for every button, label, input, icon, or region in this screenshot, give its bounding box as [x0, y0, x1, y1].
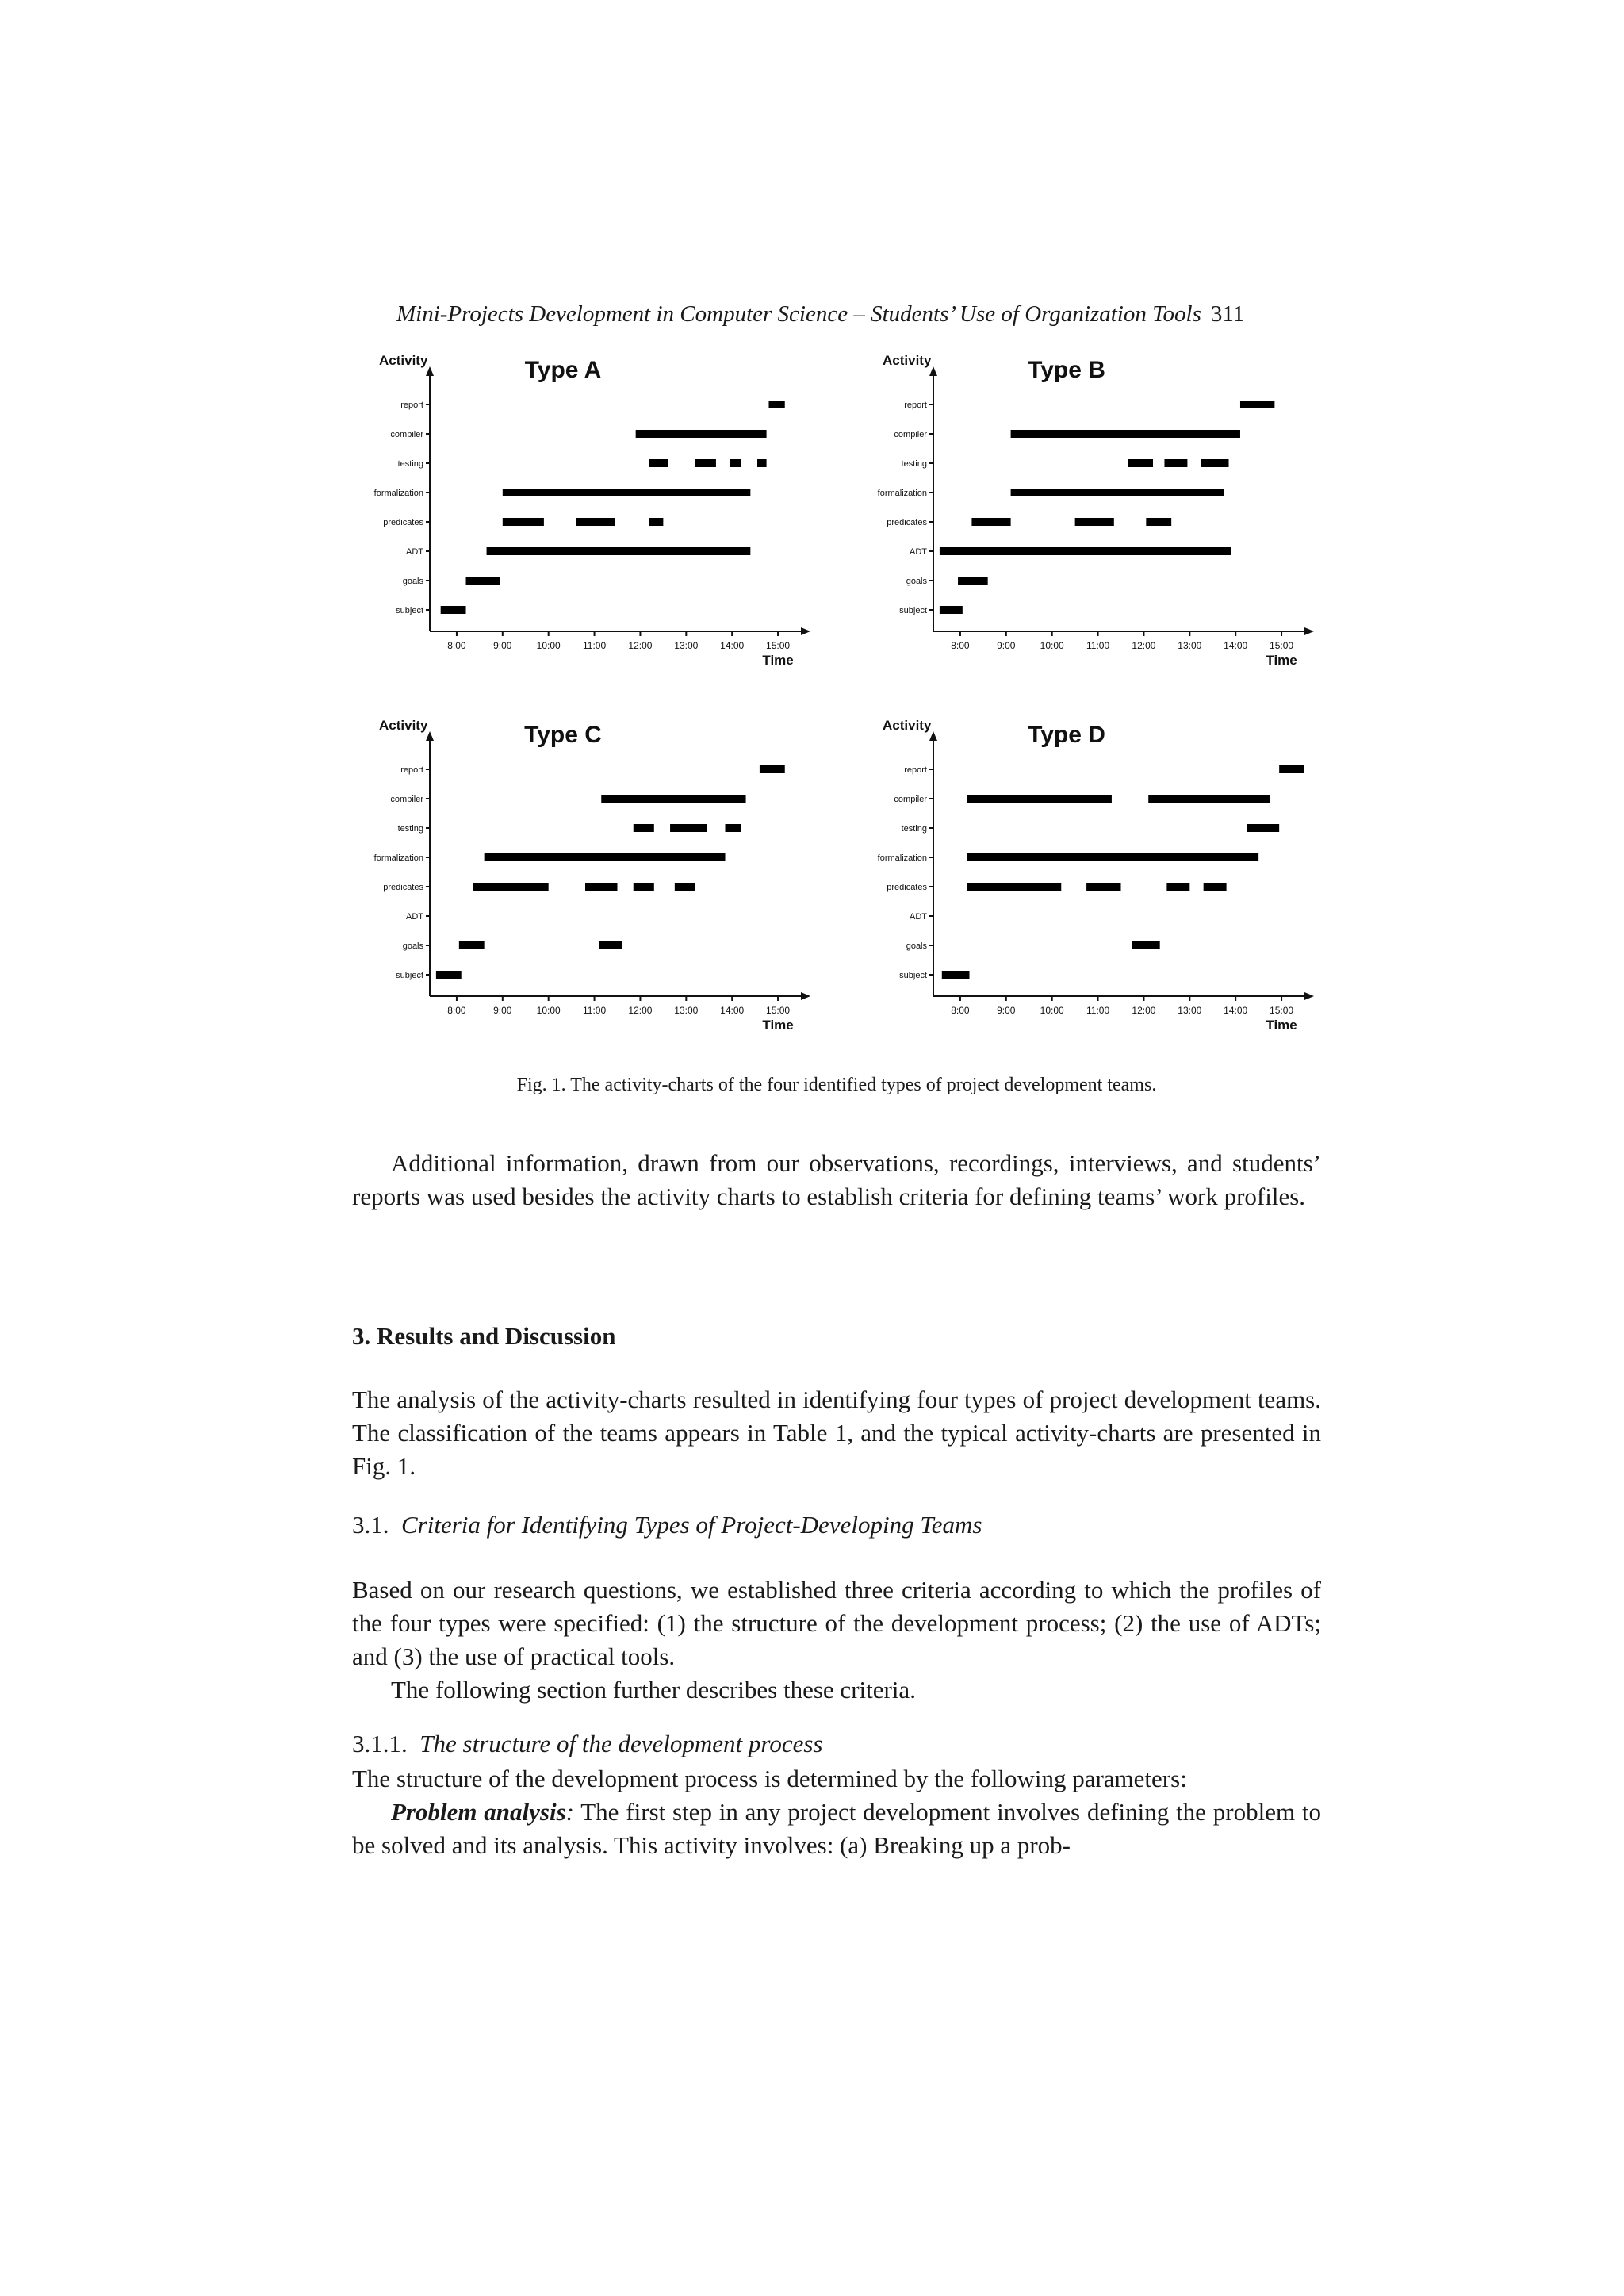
x-tick-label: 9:00: [997, 640, 1016, 651]
x-tick-label: 13:00: [674, 1005, 699, 1016]
x-tick-label: 11:00: [582, 640, 607, 651]
paragraph-text: The analysis of the activity-charts resulted in identifying four types of project development teams. The classification of the teams appears in Table 1, and the typical activity-charts are presented in Fig. 1.: [352, 1386, 1321, 1480]
x-tick-label: 15:00: [766, 640, 791, 651]
activity-bar-goals: [1132, 941, 1160, 949]
activity-bar-predicates: [576, 518, 615, 526]
subsubsection-title: The structure of the development process: [419, 1730, 823, 1757]
activity-bar-predicates: [473, 883, 548, 891]
x-tick-label: 9:00: [493, 1005, 512, 1016]
x-tick-label: 8:00: [447, 1005, 466, 1016]
x-tick-label: 8:00: [951, 640, 970, 651]
page-number: 311: [1210, 301, 1245, 327]
figure-caption: Fig. 1. The activity-charts of the four identified types of project development teams.: [516, 1075, 1157, 1095]
x-tick-label: 15:00: [766, 1005, 791, 1016]
y-tick-label: goals: [906, 577, 927, 586]
figure-activity-charts: [341, 349, 1332, 1055]
y-tick-label: subject: [899, 606, 927, 615]
activity-bar-compiler: [967, 795, 1112, 803]
y-tick-label: goals: [402, 577, 423, 586]
x-tick-label: 12:00: [1132, 640, 1156, 651]
x-axis-arrow: [801, 627, 810, 635]
paragraph-text: Additional information, drawn from our observations, recordings, interviews, and students’ reports was used besides the activity charts to establish criteria for defining teams’ work profiles.: [352, 1149, 1321, 1210]
activity-bar-predicates: [503, 518, 544, 526]
subsection-heading: [352, 1508, 1321, 1542]
y-tick-label: formalization: [877, 853, 927, 863]
activity-bar-testing: [1247, 824, 1280, 832]
chart-type-c: [374, 718, 810, 1033]
x-tick-label: 13:00: [1178, 640, 1202, 651]
y-tick-label: predicates: [887, 518, 927, 527]
x-tick-label: 10:00: [536, 1005, 561, 1016]
paragraph-problem-analysis: Problem analysis: The first step in any project development involves defining the problem to be solved and its analysis. This activity involves: (a) Breaking up a prob-: [352, 1798, 1321, 1859]
activity-bar-testing: [1201, 459, 1229, 467]
activity-bar-testing: [634, 824, 654, 832]
y-tick-label: testing: [901, 459, 927, 469]
x-tick-label: 13:00: [1178, 1005, 1202, 1016]
activity-bar-predicates: [1075, 518, 1114, 526]
activity-bar-testing: [649, 459, 668, 467]
y-axis-label: Activity: [883, 718, 932, 733]
x-tick-label: 12:00: [1132, 1005, 1156, 1016]
activity-bar-report: [768, 401, 784, 408]
paragraph-text: The following section further describes these criteria.: [391, 1676, 916, 1704]
y-axis-label: Activity: [379, 353, 428, 368]
x-tick-label: 10:00: [1040, 640, 1064, 651]
y-tick-label: predicates: [383, 518, 423, 527]
activity-bar-formalization: [1011, 489, 1224, 496]
chart-title: Type B: [1028, 357, 1105, 383]
y-tick-label: goals: [906, 941, 927, 951]
running-title: Mini-Projects Development in Computer Science – Students’ Use of Organization Tools: [396, 301, 1201, 327]
x-tick-label: 15:00: [1270, 640, 1294, 651]
activity-bar-predicates: [675, 883, 695, 891]
x-tick-label: 8:00: [447, 640, 466, 651]
running-header: [396, 301, 1319, 328]
paragraph-criteria: [352, 1573, 1321, 1707]
x-tick-label: 11:00: [1086, 640, 1110, 651]
x-tick-label: 14:00: [720, 640, 745, 651]
y-tick-label: predicates: [383, 883, 423, 892]
x-tick-label: 11:00: [582, 1005, 607, 1016]
activity-bar-goals: [466, 577, 500, 585]
y-tick-label: subject: [396, 971, 423, 980]
activity-charts-svg: [341, 349, 1332, 1055]
activity-bar-report: [760, 765, 785, 773]
section-heading: 3. Results and Discussion: [352, 1322, 616, 1350]
activity-bar-report: [1240, 401, 1274, 408]
activity-bar-predicates: [1166, 883, 1189, 891]
paragraph-analysis: [352, 1383, 1321, 1483]
activity-bar-compiler: [601, 795, 745, 803]
chart-title: Type A: [524, 357, 602, 383]
x-tick-label: 9:00: [997, 1005, 1016, 1016]
activity-bar-predicates: [971, 518, 1010, 526]
activity-bar-testing: [695, 459, 716, 467]
activity-bar-subject: [940, 606, 963, 614]
activity-bar-predicates: [1086, 883, 1120, 891]
activity-bar-testing: [757, 459, 767, 467]
activity-bar-formalization: [967, 853, 1259, 861]
subsubsection-heading: [352, 1727, 1321, 1761]
activity-bar-predicates: [967, 883, 1062, 891]
y-tick-label: compiler: [390, 430, 423, 439]
x-axis-label: Time: [1266, 653, 1297, 668]
activity-bar-goals: [958, 577, 988, 585]
activity-bar-subject: [441, 606, 466, 614]
x-tick-label: 15:00: [1270, 1005, 1294, 1016]
y-tick-label: predicates: [887, 883, 927, 892]
x-tick-label: 9:00: [493, 640, 512, 651]
activity-bar-testing: [1128, 459, 1153, 467]
activity-bar-compiler: [636, 430, 767, 438]
x-tick-label: 12:00: [628, 1005, 653, 1016]
y-tick-label: testing: [397, 459, 423, 469]
y-axis-label: Activity: [379, 718, 428, 733]
x-tick-label: 13:00: [674, 640, 699, 651]
activity-bar-testing: [730, 459, 741, 467]
paragraph-text: The structure of the development process is determined by the following parameters:: [352, 1765, 1187, 1792]
activity-bar-compiler: [1011, 430, 1240, 438]
x-tick-label: 14:00: [720, 1005, 745, 1016]
chart-title: Type D: [1028, 722, 1105, 748]
x-axis-label: Time: [1266, 1018, 1297, 1033]
activity-bar-formalization: [485, 853, 726, 861]
y-tick-label: goals: [402, 941, 423, 951]
y-tick-label: report: [904, 401, 927, 410]
x-tick-label: 14:00: [1224, 1005, 1248, 1016]
activity-bar-adt: [487, 547, 751, 555]
y-tick-label: compiler: [894, 430, 927, 439]
y-tick-label: compiler: [390, 795, 423, 804]
y-tick-label: report: [400, 765, 423, 775]
y-tick-label: report: [400, 401, 423, 410]
subsection-number: 3.1.: [352, 1511, 389, 1539]
activity-bar-predicates: [1204, 883, 1227, 891]
y-tick-label: testing: [397, 824, 423, 834]
chart-type-d: [878, 718, 1314, 1033]
paragraph-additional-info: [352, 1147, 1321, 1213]
paragraph-text: Based on our research questions, we established three criteria according to which the profiles of the four types were specified: (1) the structure of the development process; (2) the use of ADTs; and (3) the use of practical tools.: [352, 1576, 1321, 1670]
y-tick-label: report: [904, 765, 927, 775]
activity-bar-predicates: [649, 518, 663, 526]
activity-bar-testing: [726, 824, 741, 832]
y-tick-label: compiler: [894, 795, 927, 804]
y-tick-label: ADT: [406, 912, 423, 922]
activity-bar-predicates: [634, 883, 654, 891]
x-axis-arrow: [801, 992, 810, 1000]
x-axis-label: Time: [762, 653, 794, 668]
x-tick-label: 8:00: [951, 1005, 970, 1016]
x-axis-label: Time: [762, 1018, 794, 1033]
activity-bar-testing: [1164, 459, 1187, 467]
activity-bar-subject: [942, 971, 970, 979]
x-axis-arrow: [1304, 992, 1314, 1000]
activity-bar-goals: [599, 941, 622, 949]
activity-bar-goals: [459, 941, 485, 949]
activity-bar-report: [1279, 765, 1304, 773]
paragraph-structure: [352, 1762, 1321, 1862]
y-tick-label: ADT: [406, 547, 423, 557]
x-tick-label: 10:00: [1040, 1005, 1064, 1016]
subsubsection-number: 3.1.1.: [352, 1730, 408, 1757]
term-problem-analysis: Problem analysis: [391, 1798, 566, 1826]
y-tick-label: formalization: [877, 489, 927, 498]
x-tick-label: 14:00: [1224, 640, 1248, 651]
subsection-title: Criteria for Identifying Types of Project-Developing Teams: [401, 1511, 982, 1539]
chart-title: Type C: [524, 722, 602, 748]
y-tick-label: formalization: [373, 489, 423, 498]
y-tick-label: ADT: [910, 547, 927, 557]
chart-type-b: [878, 353, 1314, 668]
x-tick-label: 12:00: [628, 640, 653, 651]
x-tick-label: 10:00: [536, 640, 561, 651]
y-tick-label: ADT: [910, 912, 927, 922]
activity-bar-subject: [436, 971, 462, 979]
chart-type-a: [374, 353, 810, 668]
activity-bar-predicates: [1146, 518, 1171, 526]
activity-bar-testing: [670, 824, 707, 832]
y-axis-label: Activity: [883, 353, 932, 368]
y-tick-label: testing: [901, 824, 927, 834]
y-tick-label: subject: [396, 606, 423, 615]
activity-bar-predicates: [585, 883, 618, 891]
activity-bar-formalization: [503, 489, 751, 496]
x-axis-arrow: [1304, 627, 1314, 635]
x-tick-label: 11:00: [1086, 1005, 1110, 1016]
y-tick-label: subject: [899, 971, 927, 980]
activity-bar-adt: [940, 547, 1231, 555]
activity-bar-compiler: [1148, 795, 1270, 803]
y-tick-label: formalization: [373, 853, 423, 863]
